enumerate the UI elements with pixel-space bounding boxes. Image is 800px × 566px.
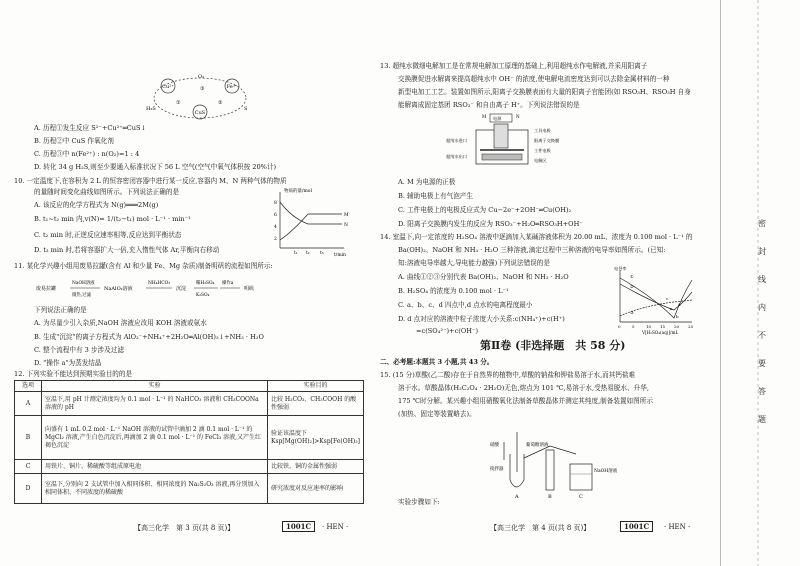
q13-m-label: M bbox=[482, 114, 487, 119]
q10-ytick-2: 2 bbox=[274, 237, 277, 242]
q14-option-d-cont: =c(SO₄²⁻)+c(OH⁻) bbox=[416, 327, 479, 335]
q9-label-h2s: H₂S bbox=[146, 106, 156, 112]
q10-option-d: D. t₃ min 时,若将容器扩大一倍,充入惰性气体 Ar,平衡向右移动 bbox=[34, 246, 220, 254]
q15-line4: (加热、固定等装置略去)。 bbox=[398, 410, 476, 418]
q9-label-cus: CuS bbox=[194, 110, 206, 116]
q12-header-experiment: 实验 bbox=[42, 381, 268, 392]
q14-point-d: d bbox=[678, 302, 681, 307]
q14-point-b: b bbox=[676, 314, 679, 319]
q15-label-b: B bbox=[548, 494, 552, 500]
q9-step-3: ③ bbox=[200, 86, 205, 92]
table-row bbox=[15, 416, 364, 460]
q12-row-a-aim: 比较 H₂CO₃、CH₃COOH 的酸性强弱 bbox=[267, 392, 363, 416]
q14-point-a: a bbox=[670, 306, 673, 311]
q14-xtick-25: 25 bbox=[688, 324, 694, 329]
q9-step-1: ① bbox=[176, 100, 181, 106]
q14-xtick-10: 10 bbox=[646, 324, 652, 329]
q12-stem: 12. 下列实验不能达到预期实验目的的是 bbox=[14, 370, 133, 378]
q10-curve-m bbox=[280, 214, 342, 240]
q12-row-b-aim: 验证该温度下 Ksp[Mg(OH)₂]>Ksp[Fe(OH)₃] bbox=[267, 416, 363, 460]
q10-ytick-8: 8 bbox=[274, 201, 277, 206]
q10-curve-m-label: M bbox=[344, 213, 349, 218]
seal-char-7: 答 bbox=[758, 387, 766, 396]
q12-row-c-exp: 用铁片、铜片、稀硫酸等组成原电池 bbox=[42, 460, 268, 474]
seal-char-6: 要 bbox=[758, 359, 766, 368]
q9-cycle-diagram bbox=[140, 72, 260, 122]
q13-power-label: 电源 bbox=[493, 116, 502, 121]
seal-char-3: 线 bbox=[758, 275, 766, 284]
q9-option-c: C. 历程③中 n(Fe²⁺) : n(O₂)=1 : 4 bbox=[34, 150, 140, 158]
q13-line1: 13. 超纯水微细电解加工是在常规电解加工原理的基础上,利用超纯水作电解液,并采用阳离子 bbox=[380, 62, 648, 70]
q15-line3: 175 ℃时分解。某兴趣小组用硝酸氧化法制备草酸晶体并测定其纯度,制备装置如图所示 bbox=[398, 397, 653, 405]
q9-label-cu: Cu²⁺ bbox=[162, 84, 174, 90]
q14-graph-xlabel: V[H₂SO₄(aq)]/mL bbox=[642, 330, 679, 335]
q13-tool-electrode-label: 工具电极 bbox=[534, 128, 551, 133]
flow-filter: 微热,过滤 bbox=[72, 293, 91, 298]
left-footer-code: 1001C bbox=[282, 521, 315, 532]
q10-ytick-4: 4 bbox=[274, 225, 277, 230]
q11-flowchart bbox=[36, 276, 266, 300]
q14-option-a: A. 曲线①②③分别代表 Ba(OH)₂、NaOH 和 NH₃ · H₂O bbox=[398, 273, 569, 281]
q10-graph bbox=[272, 188, 352, 258]
seal-char-5: 不 bbox=[758, 331, 766, 340]
q9-option-d: D. 转化 34 g H₂S,则至少要通入标准状况下 56 L 空气(空气中氧气体积按 20%计) bbox=[34, 163, 277, 171]
q14-line1: 14. 室温下,向一定浓度的 H₂SO₄ 溶液中逐滴加入某碱溶液体积为 20.00 mL、浓度为 0.100 mol · L⁻¹ 的 bbox=[380, 233, 693, 241]
q13-option-c: C. 工件电极上的电极反应式为 Cu−2e⁻+2OH⁻═Cu(OH)₂ bbox=[398, 206, 572, 214]
q10-xtick-t2: t₂ bbox=[306, 251, 310, 256]
q12-header-row bbox=[15, 381, 364, 392]
q10-xtick-t1: t₁ bbox=[294, 251, 298, 256]
q12-row-c-option: C bbox=[15, 460, 42, 474]
right-footer-code: 1001C bbox=[620, 521, 653, 532]
q10-curve-n bbox=[280, 202, 342, 224]
q12-row-d-aim: 研究浓度对反应速率的影响 bbox=[267, 474, 363, 504]
q15-line1: 15. (15 分)草酸(乙二酸)存在于自然界的植物中,草酸的钠盐和钾盐易溶于水,而其钙盐难 bbox=[380, 371, 636, 379]
seal-char-4: 内 bbox=[758, 303, 766, 312]
q13-line2: 交换膜促进水解离来提高超纯水中 OH⁻ 的浓度,使电解电流密度达到可以去除金属材料的一种 bbox=[398, 75, 670, 83]
q14-curve-3-label: ③ bbox=[630, 310, 634, 315]
left-page bbox=[0, 0, 372, 566]
q15-label-c: C bbox=[579, 494, 583, 500]
q14-line2: Ba(OH)₂、NaOH 和 NH₃ · H₂O 三种溶液,滴定过程中三种溶液的电导率如图所示。(已知: bbox=[398, 246, 666, 254]
q14-line3: 知:溶液电导率越大,导电能力越强)下列说法错误的是 bbox=[398, 259, 550, 267]
left-footer-subject: 【高三化学 第 3 页(共 8 页)】 bbox=[134, 524, 235, 532]
q12-row-b-option: B bbox=[15, 416, 42, 460]
q12-header-option: 选项 bbox=[15, 381, 42, 392]
q12-row-b-exp: 向盛有 1 mL 0.2 mol · L⁻¹ NaOH 溶液的试管中滴加 2 滴 0.1 mol · L⁻¹ 的 MgCl₂ 溶液,产生白色沉淀后,再滴加 2 滴 0.1 mol · L⁻¹ 的 FeCl₃ 溶液,又产生红褐色沉淀 bbox=[42, 416, 268, 460]
q10-curve-n-label: N bbox=[344, 223, 348, 228]
q13-n-label: N bbox=[516, 114, 520, 119]
part2-subtitle: 二、必考题:本题共 3 小题,共 43 分。 bbox=[380, 358, 494, 366]
q15-line2: 溶于水。草酸晶体(H₂C₂O₄ · 2H₂O)无色,熔点为 101 ℃,易溶于水,受热易脱水、升华, bbox=[398, 384, 649, 392]
q9-step-2: ② bbox=[218, 100, 223, 106]
q12-row-a-exp: 室温下,用 pH 计测定浓度均为 0.1 mol · L⁻¹ 的 NaHCO₃ 溶液和 CH₃COONa 溶液的 pH bbox=[42, 392, 268, 416]
flow-raw: 废易拉罐 bbox=[36, 286, 57, 292]
q13-option-d: D. 阳离子交换膜内发生的反应为 RSO₃⁻+H₂O═RSO₃H+OH⁻ bbox=[398, 220, 583, 228]
table-row bbox=[15, 392, 364, 416]
flow-naalo2: NaAlO₂溶液 bbox=[104, 286, 133, 292]
q11-option-d: D. "操作 a"为蒸发结晶 bbox=[34, 359, 102, 367]
right-page bbox=[380, 0, 710, 566]
q13-outlet-label: 超纯水出口 bbox=[446, 154, 467, 159]
q14-point-c: c bbox=[666, 296, 669, 301]
q13-membrane-label: 阳离子交换膜 bbox=[534, 138, 560, 143]
q9-label-fe3: Fe³⁺ bbox=[226, 84, 238, 90]
q10-stem-line2: 的量随时间变化曲线如图所示。下列说法正确的是 bbox=[34, 188, 180, 196]
q10-graph-xlabel: t/min bbox=[334, 253, 346, 258]
q11-option-b: B. 生成"沉淀"的离子方程式为 AlO₂⁻+NH₄⁺+2H₂O═Al(OH)₃↓+NH₃ · H₂O bbox=[34, 333, 264, 341]
q9-option-b: B. 历程②中 CuS 作氧化剂 bbox=[34, 137, 114, 145]
q13-option-b: B. 辅助电极上有气泡产生 bbox=[398, 192, 473, 200]
q14-option-c: C. a、b、c、d 四点中,d 点水的电离程度最小 bbox=[398, 301, 533, 309]
q10-xtick-t3: t₃ bbox=[320, 251, 324, 256]
q10-stem-line1: 10. 一定温度下,在容积为 2 L 的恒容密闭容器中进行某一反应,容器内 M、N 两种气体的物质 bbox=[14, 177, 287, 185]
q12-row-d-option: D bbox=[15, 474, 42, 504]
q10-option-c: C. t₂ min 时,正逆反应速率相等,反应达到平衡状态 bbox=[34, 231, 182, 239]
flow-nh4hco3: NH₄HCO₃ bbox=[148, 281, 170, 286]
q14-graph-ylabel: 电导率 bbox=[614, 266, 627, 271]
q13-option-a: A. M 为电源的正极 bbox=[398, 178, 456, 186]
q13-electrolysis-apparatus bbox=[446, 112, 596, 172]
seal-line-margin bbox=[720, 0, 800, 566]
q11-lead: 下列说法正确的是 bbox=[34, 306, 87, 314]
q12-header-aim: 实验目的 bbox=[267, 381, 363, 392]
q15-nitric-label: 硝酸 bbox=[490, 443, 499, 448]
seal-char-2: 封 bbox=[758, 247, 766, 256]
q13-zone-label: 电解区 bbox=[534, 158, 547, 163]
q10-option-a: A. 该反应的化学方程式为 N(g)═══2M(g) bbox=[34, 201, 159, 209]
q15-label-a: A bbox=[515, 494, 519, 500]
q15-glucose-label: 葡萄糖溶液 bbox=[526, 443, 549, 448]
q10-ytick-6: 6 bbox=[274, 213, 277, 218]
q14-option-b: B. H₂SO₄ 的浓度为 0.100 mol · L⁻¹ bbox=[398, 287, 509, 295]
q14-option-d: D. d 点对应的溶液中粒子浓度大小关系:c(NH₄⁺)+c(H⁺) bbox=[398, 315, 565, 323]
right-footer-tag: · HEN · bbox=[664, 523, 691, 531]
q11-option-c: C. 整个流程中有 3 步涉及过滤 bbox=[34, 346, 124, 354]
seal-char-8: 题 bbox=[758, 415, 766, 424]
q13-line3: 新型电加工工艺。装置如图所示,阳离子交换膜表面有大量的阳离子官能团(如 RSO₃H、RSO₃H 自身 bbox=[398, 88, 691, 96]
seal-char-1: 密 bbox=[758, 219, 766, 228]
q12-row-c-aim: 比较铁、铜的金属性强弱 bbox=[267, 460, 363, 474]
flow-alum: 明矾 bbox=[244, 286, 255, 292]
q11-option-a: A. 为尽量少引入杂质,NaOH 溶液应改用 KOH 溶液或氨水 bbox=[34, 319, 207, 327]
table-row bbox=[15, 474, 364, 504]
q13-inlet-label: 超纯水进口 bbox=[446, 138, 467, 143]
q15-apparatus bbox=[490, 424, 618, 500]
q12-row-d-exp: 室温下,分别向 2 支试管中加入相同体积、相同浓度的 Na₂S₂O₃ 溶液,再分别加入相同体积、不同浓度的稀硫酸 bbox=[42, 474, 268, 504]
q14-xtick-15: 15 bbox=[660, 324, 666, 329]
q13-line4: 能解离成固定基团 RSO₃⁻ 和自由离子 H⁺。下列说法错误的是 bbox=[398, 101, 580, 109]
q11-stem: 11. 某化学兴趣小组用废易拉罐(含有 Al 和少量 Fe、Mg 杂质)制备明矾的流程如图所示: bbox=[14, 262, 273, 270]
q14-conductivity-graph bbox=[612, 266, 700, 336]
q10-graph-ylabel: 物质的量/mol bbox=[284, 189, 312, 194]
q15-steps-lead: 实验步骤如下: bbox=[398, 498, 440, 506]
q14-xtick-20: 20 bbox=[674, 324, 680, 329]
flow-h2so4: 稀H₂SO₄ bbox=[196, 281, 215, 286]
q14-xtick-5: 5 bbox=[632, 324, 635, 329]
q9-option-a: A. 历程①发生反应 S²⁻+Cu²⁺═CuS↓ bbox=[34, 124, 147, 132]
left-footer-tag: · HEN · bbox=[322, 523, 349, 531]
q12-row-a-option: A bbox=[15, 392, 42, 416]
q9-label-o2: O₂ bbox=[198, 74, 205, 80]
q9-label-s: S bbox=[244, 106, 248, 112]
q14-curve-1-label: ① bbox=[630, 274, 634, 279]
q15-naoh-label: NaOH溶液 bbox=[594, 469, 618, 474]
q14-xtick-0: 0 bbox=[618, 324, 621, 329]
flow-precipitate: 沉淀 bbox=[176, 286, 187, 292]
q10-option-b: B. t₁~t₂ min 内,v(N)= 1/(t₂−t₁) mol · L⁻¹ · min⁻¹ bbox=[34, 215, 191, 223]
q13-work-electrode-label: 工件电极 bbox=[534, 148, 551, 153]
flow-k2so4: K₂SO₄ bbox=[196, 293, 210, 298]
q12-table bbox=[14, 380, 364, 504]
table-row bbox=[15, 460, 364, 474]
part2-title: 第Ⅱ卷 (非选择题 共 58 分) bbox=[480, 339, 626, 352]
flow-op-a: 操作a bbox=[222, 281, 234, 286]
right-footer-subject: 【高三化学 第 4 页(共 8 页)】 bbox=[490, 524, 591, 532]
q14-curve-2-label: ② bbox=[630, 284, 634, 289]
flow-naoh: NaOH溶液 bbox=[72, 281, 95, 286]
q15-stirrer-label: 搅拌器 bbox=[490, 467, 504, 472]
